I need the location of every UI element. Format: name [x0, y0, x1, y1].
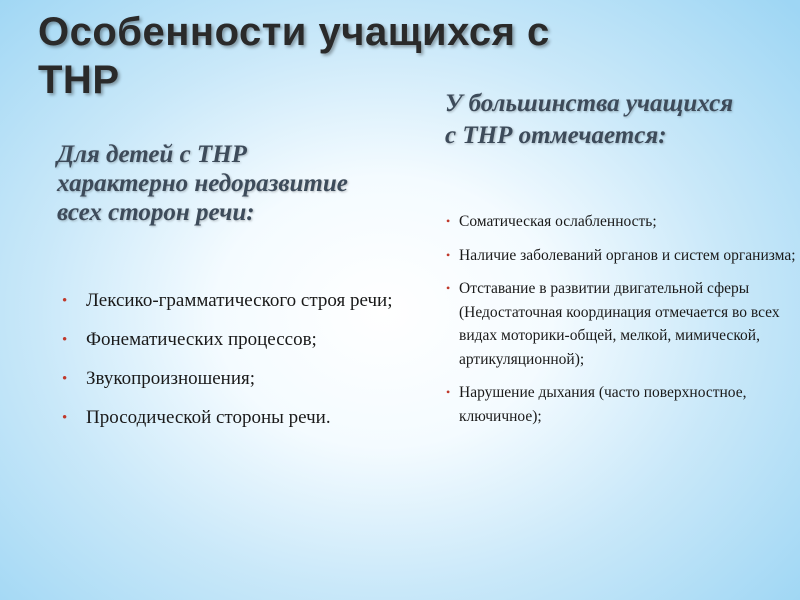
list-item	[60, 327, 400, 353]
list-item	[60, 405, 400, 431]
right-column-heading: У большинства учащихся с ТНР отмечается:	[445, 90, 734, 149]
list-item	[446, 277, 796, 371]
slide-title: Особенности учащихся с ТНР	[38, 10, 550, 102]
list-item-text: Просодической стороны речи.	[86, 407, 331, 428]
list-item	[60, 288, 400, 314]
list-item-text: Лексико-грамматического строя речи;	[86, 290, 393, 311]
list-item-text: Звукопроизношения;	[86, 368, 256, 389]
bullet-icon: •	[62, 332, 68, 348]
bullet-icon: •	[446, 247, 451, 262]
list-item-text: Отставание в развитии двигательной сферы (Недостаточная координация отмечается во всех видах моторики-общей, мелкой, мимической, артикуляционной);	[459, 280, 780, 368]
list-item	[446, 381, 796, 428]
bullet-icon: •	[62, 410, 68, 426]
bullet-icon: •	[446, 214, 451, 228]
list-item-text: Нарушение дыхания (часто поверхностное, ключичное);	[459, 384, 747, 425]
student-characteristics-list	[446, 210, 796, 438]
bullet-icon: •	[446, 281, 451, 295]
list-item	[446, 210, 796, 234]
bullet-icon: •	[446, 385, 451, 399]
list-item-text: Соматическая ослабленность;	[459, 213, 657, 230]
list-item	[60, 366, 400, 392]
speech-underdevelopment-list	[60, 288, 400, 444]
list-item-text: Наличие заболеваний органов и систем организма;	[459, 246, 796, 264]
list-item	[446, 244, 796, 268]
left-column-heading: Для детей с ТНР характерно недоразвитие всех сторон речи:	[57, 141, 348, 226]
bullet-icon: •	[62, 293, 68, 309]
bullet-icon: •	[62, 371, 68, 387]
list-item-text: Фонематических процессов;	[86, 329, 317, 350]
